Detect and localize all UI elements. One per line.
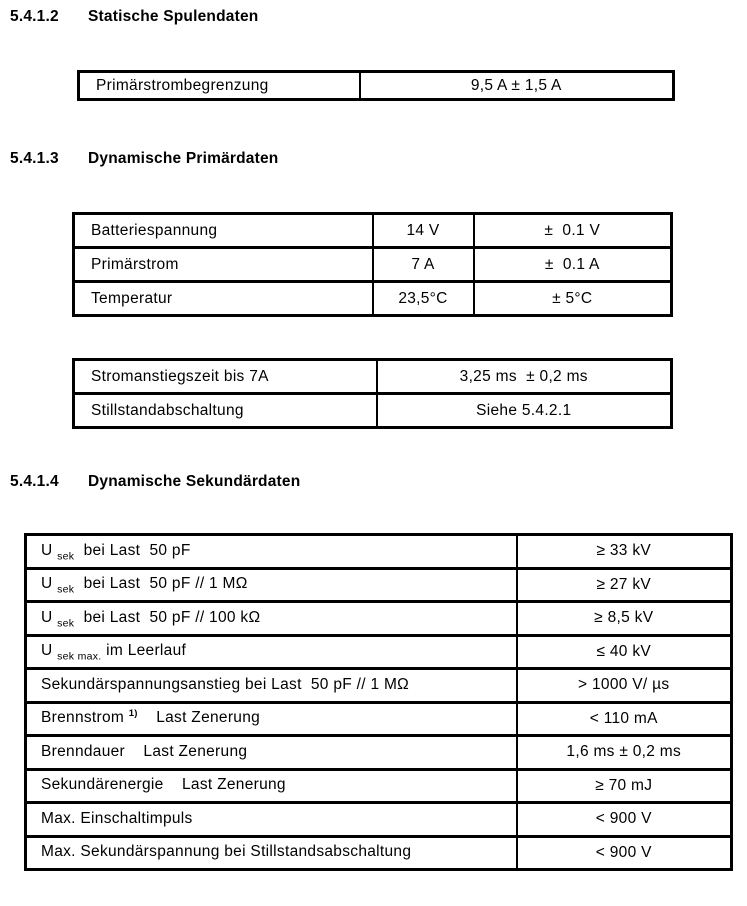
table-row (26, 736, 732, 770)
label-text: U (41, 541, 58, 559)
row-value: > 1000 V/ µs (517, 669, 732, 703)
label-text: Max. Einschaltimpuls (41, 809, 193, 827)
table-row (26, 535, 732, 569)
subscript-label: sek (57, 616, 75, 629)
label-text: bei Last 50 pF // 100 kΩ (74, 608, 261, 626)
row-value: Siehe 5.4.2.1 (377, 394, 672, 428)
section-heading-static-coil-data (10, 8, 258, 26)
row-label (26, 602, 517, 636)
row-value: 23,5°C (373, 282, 474, 316)
row-label: Temperatur (74, 282, 373, 316)
primary-dynamics-table (72, 358, 673, 429)
section-heading-dynamic-primary-data (10, 150, 278, 168)
table-row (26, 635, 732, 669)
row-tolerance: ± 0.1 A (474, 248, 672, 282)
section-title: Dynamische Primärdaten (88, 150, 279, 167)
table-row (26, 836, 732, 870)
table-row (26, 602, 732, 636)
row-label: Batteriespannung (74, 214, 373, 248)
row-tolerance: ± 5°C (474, 282, 672, 316)
table-row (26, 702, 732, 736)
label-text: Brennstrom (41, 709, 129, 727)
static-coil-data-table (77, 70, 675, 101)
row-value: ≥ 70 mJ (517, 769, 732, 803)
label-text: Sekundärenergie Last Zenerung (41, 776, 286, 794)
row-value: < 110 mA (517, 702, 732, 736)
row-value: ≥ 8,5 kV (517, 602, 732, 636)
secondary-data-table (24, 533, 733, 871)
section-number: 5.4.1.2 (10, 8, 59, 25)
row-label: Stromanstiegszeit bis 7A (74, 360, 377, 394)
label-text: im Leerlauf (101, 642, 187, 660)
table-row (26, 568, 732, 602)
primary-conditions-table (72, 212, 673, 317)
row-label (26, 669, 517, 703)
table-row (79, 72, 674, 100)
row-label (26, 568, 517, 602)
table-row (26, 803, 732, 837)
row-label (26, 635, 517, 669)
section-number: 5.4.1.3 (10, 150, 59, 167)
subscript-label: sek (57, 583, 75, 596)
label-text: bei Last 50 pF (74, 541, 191, 559)
label-text: Max. Sekundärspannung bei Stillstandsabschaltung (41, 843, 412, 861)
row-value: 3,25 ms ± 0,2 ms (377, 360, 672, 394)
table-row (74, 214, 672, 248)
table-row (74, 248, 672, 282)
label-text: Last Zenerung (137, 709, 261, 727)
row-value: 14 V (373, 214, 474, 248)
row-value: ≥ 33 kV (517, 535, 732, 569)
row-label: Stillstandabschaltung (74, 394, 377, 428)
table-row (26, 669, 732, 703)
table-row (74, 394, 672, 428)
table-row (74, 282, 672, 316)
label-text: Brenndauer Last Zenerung (41, 742, 248, 760)
table-row (74, 360, 672, 394)
row-label (26, 769, 517, 803)
row-label (26, 736, 517, 770)
label-text: Sekundärspannungsanstieg bei Last 50 pF // 1 MΩ (41, 675, 410, 693)
row-label (26, 836, 517, 870)
label-text: U (41, 608, 58, 626)
row-label (26, 702, 517, 736)
row-value: 1,6 ms ± 0,2 ms (517, 736, 732, 770)
footnote-marker: 1) (128, 708, 138, 720)
section-title: Dynamische Sekundärdaten (88, 473, 301, 490)
label-text: bei Last 50 pF // 1 MΩ (74, 575, 248, 593)
row-value: < 900 V (517, 836, 732, 870)
section-title: Statische Spulendaten (88, 8, 259, 25)
subscript-label: sek (57, 549, 75, 562)
row-label (26, 535, 517, 569)
subscript-label: sek max. (57, 650, 102, 663)
row-value: ≤ 40 kV (517, 635, 732, 669)
row-value: 9,5 A ± 1,5 A (360, 72, 674, 100)
row-label: Primärstrom (74, 248, 373, 282)
row-value: < 900 V (517, 803, 732, 837)
row-value: ≥ 27 kV (517, 568, 732, 602)
row-label (26, 803, 517, 837)
section-heading-dynamic-secondary-data (10, 473, 300, 491)
table-row (26, 769, 732, 803)
label-text: U (41, 642, 58, 660)
section-number: 5.4.1.4 (10, 473, 59, 490)
row-value: 7 A (373, 248, 474, 282)
row-label: Primärstrombegrenzung (79, 72, 360, 100)
row-tolerance: ± 0.1 V (474, 214, 672, 248)
label-text: U (41, 575, 58, 593)
